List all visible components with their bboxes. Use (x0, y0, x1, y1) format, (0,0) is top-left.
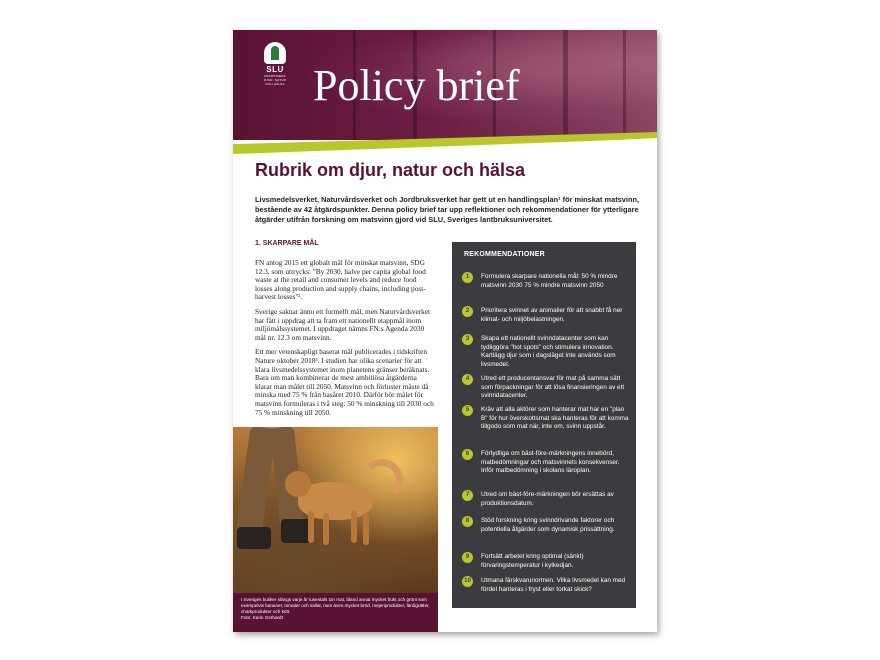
body-paragraph: Sverige saknar ännu ett formellt mål, men Naturvårdsverket har fått i uppdrag att ta fram ett nationellt etappmål inom miljömålssystemet. I uppdraget nämns FN:s Agenda 2030 mål nr. 12.3 om matsvinn. (255, 306, 431, 342)
recommendation-number: 5 (462, 405, 473, 416)
dog-walk-photo (233, 427, 438, 593)
recommendation-number: 10 (462, 576, 473, 587)
photo-caption (233, 593, 438, 632)
body-text (255, 259, 435, 423)
body-paragraph: Ett mer vetenskapligt baserat mål publicerades i tidskriften Nature oktober 2018³. I studien har olika scenarier för att klara livsmedelssystemet inom planetens gränser beräknats. Bara om man kombinerar de mest ambitiösa åtgärderna klarar man målet till 2050. Matsvinn och förluster måste då minska med 75 % från basåret 2010. Därför bör målet för matsvinn formuleras i två steg: 50 % minskning till 2030 och 75 % minskning till 2050. (255, 347, 434, 417)
recommendations-box (452, 242, 636, 608)
recommendation-text: Fortsätt arbetet kring optimal (sänkt) förvaringstemperatur i kylkedjan. (481, 553, 584, 569)
recommendation-number: 8 (462, 516, 473, 527)
recommendation-text: Förtydliga om bäst-före-märkningens innebörd, matbedömningar och matsvinnets konsekvenser. Inför matbedömning i skolans läroplan. (481, 450, 620, 474)
policy-brief-page (233, 30, 657, 632)
recommendation-number: 4 (462, 374, 473, 385)
logo-tagline-2: DJUR, NATUR (264, 78, 286, 82)
recommendation-number: 3 (462, 334, 473, 345)
recommendation-text: Prioritera svinnet av animalier för att snabbt få ner klimat- och miljöbelastningen. (481, 307, 623, 323)
header-banner (233, 30, 657, 140)
caption-text: I Sveriges butiker slängs varje år tusentals ton mat, bland annat mycket frukt och grönt som exempelvis bananer, tomater och sallat, men även mycket bröd, mejeriprodukter, färdigrätter, charkprodukter och kött. (241, 597, 430, 614)
section-heading: 1. SKARPARE MÅL (255, 240, 319, 247)
recommendation-number: 6 (462, 449, 473, 460)
page-title: Rubrik om djur, natur och hälsa (255, 160, 526, 180)
slu-emblem-icon (264, 42, 286, 64)
recommendation-text: Stöd forskning kring svinndrivande faktorer och potentiella åtgärder som dynamisk prissättning. (481, 517, 615, 533)
recommendation-text: Utred ett producentansvar för mat på samma sätt som förpackningar för att lösa finansieringen av ett svinndatacenter. (481, 375, 625, 399)
recommendation-text: Utmana färskvarunormen. Vilka livsmedel kan med fördel hanteras i fryst eller torkat skick? (481, 577, 626, 593)
recommendations-title: REKOMMENDATIONER (464, 251, 545, 258)
lead-paragraph: Livsmedelsverket, Naturvårdsverket och Jordbruksverket har gett ut en handlingsplan¹ för minskat matsvinn, bestående av 42 åtgärdspunkter. Denna policy brief tar upp reflektioner och rekommendationer för ytterligare åtgärder utifrån forskning om matsvinn gjord vid SLU, Sveriges lantbruksuniversitet. (255, 195, 640, 224)
slu-logo (259, 42, 291, 88)
recommendation-number: 7 (462, 490, 473, 501)
recommendation-number: 9 (462, 552, 473, 563)
recommendation-text: Utred om bäst-före-märkningen bör ersättas av produktionsdatum. (481, 491, 614, 507)
logo-name: SLU (266, 65, 284, 74)
recommendation-number: 2 (462, 306, 473, 317)
banner-title: Policy brief (313, 61, 520, 110)
logo-tagline-3: OCH HÄLSA (265, 82, 285, 86)
recommendation-number: 1 (462, 272, 473, 283)
body-paragraph: FN antog 2015 ett globalt mål för minskat matsvinn, SDG 12.3, som uttrycks: "By 2030, halve per capita global food waste at the retail and consumer levels and reduce food losses along production and supply chains, including post-harvest losses"². (255, 258, 426, 302)
photo-credit: Foto: Karin Gerhardt (241, 615, 283, 620)
logo-tagline-1: FRAMTIDENS (264, 74, 286, 78)
recommendation-text: Formulera skarpare nationella mål: 50 % mindre matsvinn 2030 75 % mindre matsvinn 2050 (481, 273, 618, 289)
recommendation-text: Kräv att alla aktörer som hanterar mat har en "plan B" för hur överskottsmat ska hanteras för att komma tillgodo som mat när, inte om, svinn uppstår. (481, 406, 629, 430)
recommendation-text: Skapa ett nationellt svinndatacenter som kan tydliggöra "hot spots" och stimulera innovation. Kartlägg djur som i dagsläget inte används som livsmedel. (481, 335, 616, 368)
